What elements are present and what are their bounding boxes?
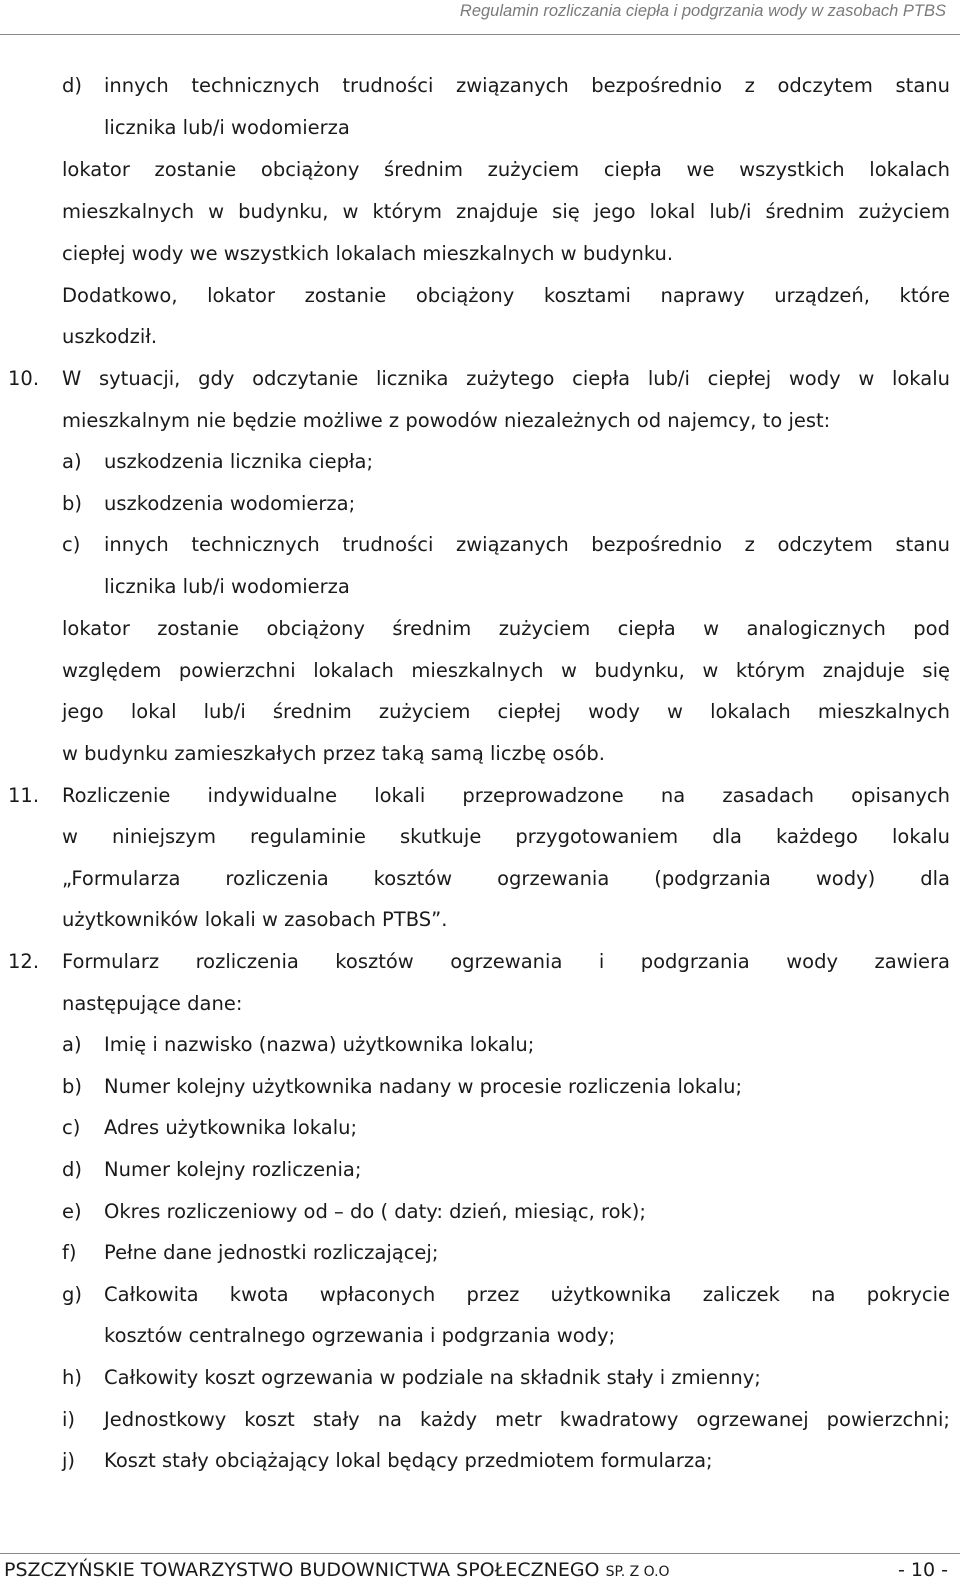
item-marker: h) (62, 1366, 82, 1389)
text-line: innych technicznych trudności związanych bezpośrednio z odczytem stanu (104, 533, 950, 556)
text-line: Formularz rozliczenia kosztów ogrzewania i podgrzania wody zawiera (62, 950, 950, 973)
text-line: uszkodził. (62, 325, 158, 348)
text-line: „Formularza rozliczenia kosztów ogrzewania (podgrzania wody) dla (62, 867, 950, 890)
text-line: jego lokal lub/i średnim zużyciem ciepłej wody w lokalach mieszkalnych (62, 700, 950, 723)
section-number: 10. (8, 367, 40, 390)
text-line: Numer kolejny rozliczenia; (104, 1158, 362, 1181)
text-line: w niniejszym regulaminie skutkuje przygotowaniem dla każdego lokalu (62, 825, 950, 848)
footer-company (4, 1558, 670, 1584)
text-line: Okres rozliczeniowy od – do ( daty: dzień, miesiąc, rok); (104, 1200, 646, 1223)
text-line: kosztów centralnego ogrzewania i podgrzania wody; (104, 1324, 616, 1347)
text-line: względem powierzchni lokalach mieszkalnych w budynku, w którym znajduje się (62, 659, 950, 682)
footer-divider (0, 1553, 960, 1554)
company-name: PSZCZYŃSKIE TOWARZYSTWO BUDOWNICTWA SPOŁECZNEGO (4, 1559, 600, 1581)
item-marker: b) (62, 1075, 82, 1098)
text-line: uszkodzenia licznika ciepła; (104, 450, 374, 473)
text-line: Całkowita kwota wpłaconych przez użytkownika zaliczek na pokrycie (104, 1283, 950, 1306)
text-line: Imię i nazwisko (nazwa) użytkownika lokalu; (104, 1033, 535, 1056)
text-line: lokator zostanie obciążony średnim zużyciem ciepła we wszystkich lokalach (62, 158, 950, 181)
item-marker: a) (62, 450, 82, 473)
item-marker: d) (62, 74, 82, 97)
text-line: Dodatkowo, lokator zostanie obciążony kosztami naprawy urządzeń, które (62, 284, 950, 307)
text-line: licznika lub/i wodomierza (104, 575, 350, 598)
text-line: licznika lub/i wodomierza (104, 116, 350, 139)
text-line: mieszkalnych w budynku, w którym znajduje się jego lokal lub/i średnim zużyciem (62, 200, 950, 223)
header-title: Regulamin rozliczania ciepła i podgrzania wody w zasobach PTBS (459, 2, 946, 20)
text-line: Jednostkowy koszt stały na każdy metr kwadratowy ogrzewanej powierzchni; (104, 1408, 950, 1431)
text-line: Pełne dane jednostki rozliczającej; (104, 1241, 439, 1264)
item-marker: c) (62, 533, 81, 556)
item-marker: c) (62, 1116, 81, 1139)
text-line: uszkodzenia wodomierza; (104, 492, 356, 515)
company-suffix: SP. Z O.O (605, 1564, 670, 1580)
text-line: Rozliczenie indywidualne lokali przeprowadzone na zasadach opisanych (62, 784, 950, 807)
item-marker: e) (62, 1200, 82, 1223)
item-marker: j) (62, 1449, 76, 1472)
text-line: Koszt stały obciążający lokal będący przedmiotem formularza; (104, 1449, 713, 1472)
text-line: Adres użytkownika lokalu; (104, 1116, 358, 1139)
item-marker: i) (62, 1408, 76, 1431)
text-line: Całkowity koszt ogrzewania w podziale na składnik stały i zmienny; (104, 1366, 761, 1389)
text-line: ciepłej wody we wszystkich lokalach mieszkalnych w budynku. (62, 242, 674, 265)
page-number: - 10 - (898, 1559, 948, 1581)
text-line: użytkowników lokali w zasobach PTBS”. (62, 908, 448, 931)
text-line: W sytuacji, gdy odczytanie licznika zużytego ciepła lub/i ciepłej wody w lokalu (62, 367, 950, 390)
item-marker: b) (62, 492, 82, 515)
text-line: w budynku zamieszkałych przez taką samą liczbę osób. (62, 742, 605, 765)
item-marker: g) (62, 1283, 82, 1306)
text-line: mieszkalnym nie będzie możliwe z powodów niezależnych od najemcy, to jest: (62, 409, 831, 432)
item-marker: a) (62, 1033, 82, 1056)
item-marker: d) (62, 1158, 82, 1181)
item-marker: f) (62, 1241, 77, 1264)
text-line: Numer kolejny użytkownika nadany w procesie rozliczenia lokalu; (104, 1075, 743, 1098)
text-line: następujące dane: (62, 992, 243, 1015)
page-header (0, 0, 960, 35)
text-line: lokator zostanie obciążony średnim zużyciem ciepła w analogicznych pod (62, 617, 950, 640)
text-line: innych technicznych trudności związanych bezpośrednio z odczytem stanu (104, 74, 950, 97)
section-number: 12. (8, 950, 40, 973)
section-number: 11. (8, 784, 40, 807)
